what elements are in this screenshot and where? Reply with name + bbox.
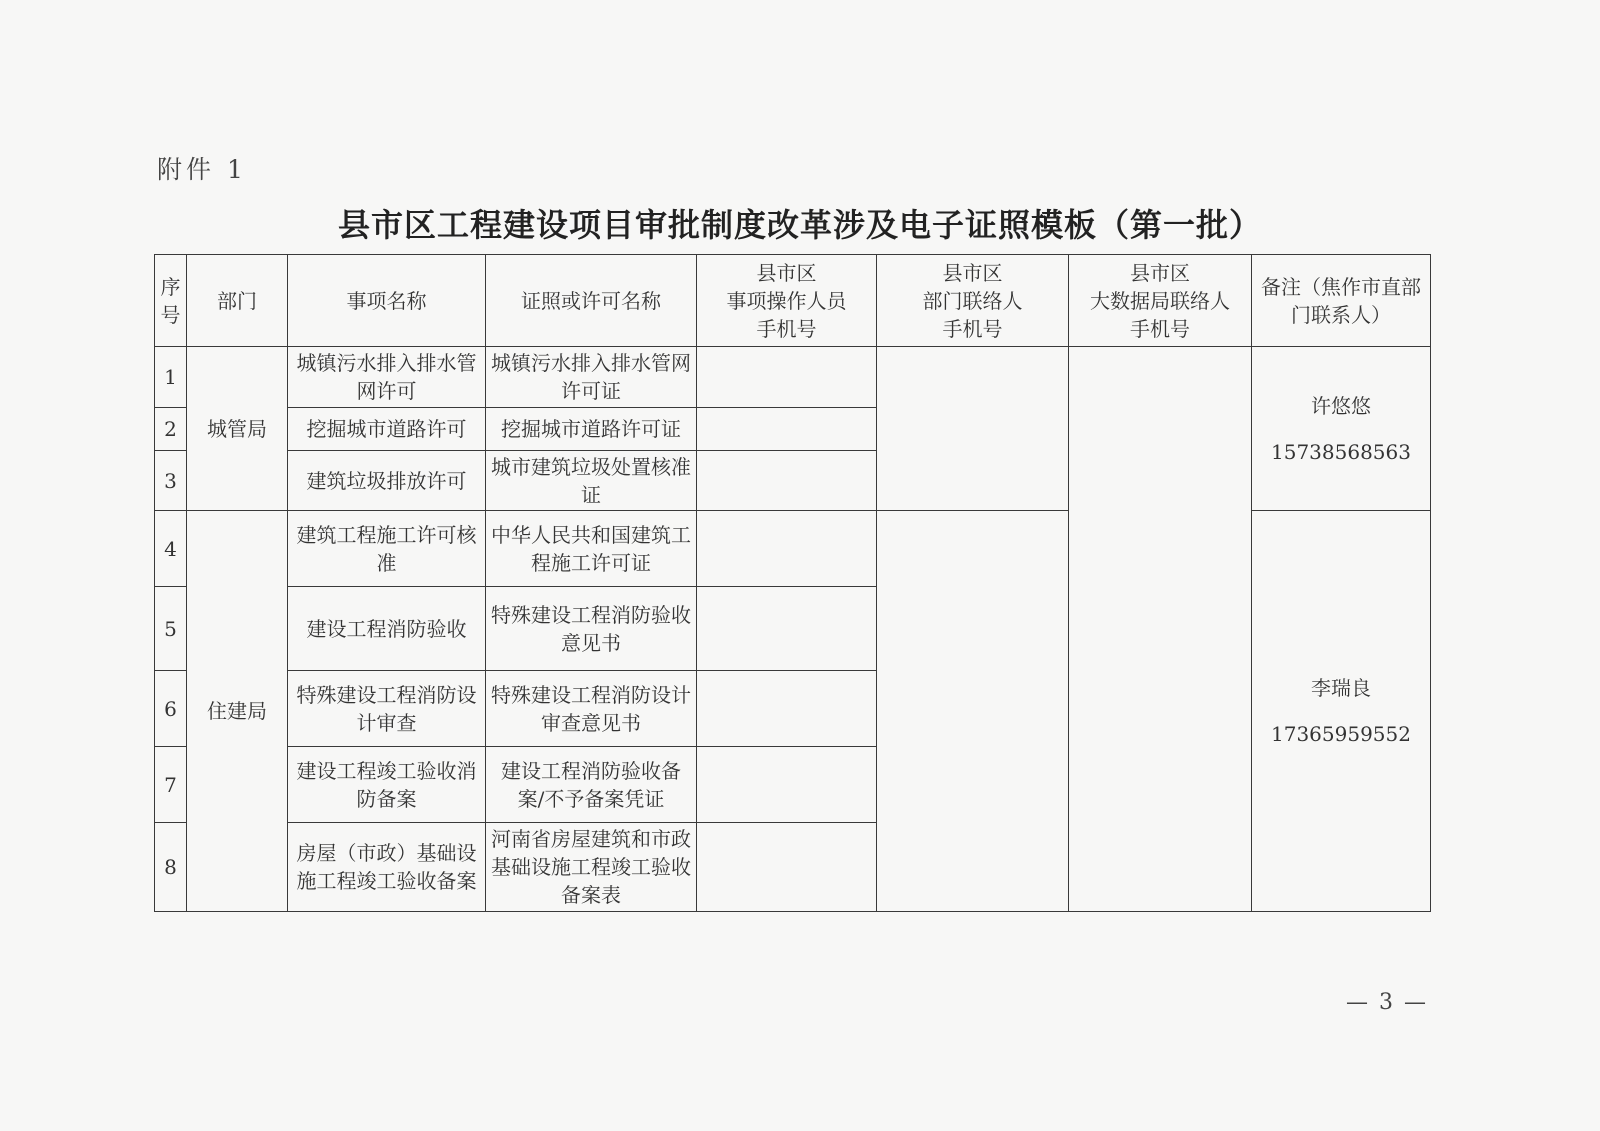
bigdata-contact-phone-cell bbox=[1069, 347, 1252, 912]
row-seq: 6 bbox=[155, 671, 187, 747]
license-template-table bbox=[154, 254, 1431, 912]
header-dept-contact-phone: 县市区 部门联络人 手机号 bbox=[877, 255, 1069, 347]
contact-name: 许悠悠 bbox=[1311, 393, 1371, 418]
row-seq: 7 bbox=[155, 747, 187, 823]
row-seq: 5 bbox=[155, 587, 187, 671]
item-name-cell: 特殊建设工程消防设计审查 bbox=[288, 671, 486, 747]
header-bigdata-contact-phone: 县市区 大数据局联络人 手机号 bbox=[1069, 255, 1252, 347]
row-seq: 4 bbox=[155, 511, 187, 587]
operator-phone-cell bbox=[697, 347, 877, 408]
row-seq: 8 bbox=[155, 823, 187, 912]
remark-cell bbox=[1252, 511, 1431, 912]
header-remark: 备注（焦作市直部门联系人） bbox=[1252, 255, 1431, 347]
remark-cell bbox=[1252, 347, 1431, 511]
license-name-cell: 中华人民共和国建筑工程施工许可证 bbox=[486, 511, 697, 587]
row-seq: 3 bbox=[155, 451, 187, 511]
page-number: — 3 — bbox=[1346, 990, 1428, 1015]
operator-phone-cell bbox=[697, 823, 877, 912]
item-name-cell: 建筑工程施工许可核准 bbox=[288, 511, 486, 587]
header-item-name: 事项名称 bbox=[288, 255, 486, 347]
attachment-label: 附件 1 bbox=[157, 155, 247, 184]
contact-phone: 15738568563 bbox=[1271, 439, 1411, 464]
operator-phone-cell bbox=[697, 408, 877, 451]
header-license-name: 证照或许可名称 bbox=[486, 255, 697, 347]
header-operator-phone: 县市区 事项操作人员 手机号 bbox=[697, 255, 877, 347]
operator-phone-cell bbox=[697, 671, 877, 747]
item-name-cell: 房屋（市政）基础设施工程竣工验收备案 bbox=[288, 823, 486, 912]
item-name-cell: 建设工程竣工验收消防备案 bbox=[288, 747, 486, 823]
license-name-cell: 建设工程消防验收备案/不予备案凭证 bbox=[486, 747, 697, 823]
license-name-cell: 特殊建设工程消防设计审查意见书 bbox=[486, 671, 697, 747]
operator-phone-cell bbox=[697, 511, 877, 587]
license-name-cell: 特殊建设工程消防验收意见书 bbox=[486, 587, 697, 671]
item-name-cell: 建筑垃圾排放许可 bbox=[288, 451, 486, 511]
contact-name: 李瑞良 bbox=[1311, 676, 1371, 700]
item-name-cell: 城镇污水排入排水管网许可 bbox=[288, 347, 486, 408]
row-seq: 1 bbox=[155, 347, 187, 408]
row-seq: 2 bbox=[155, 408, 187, 451]
dept-contact-phone-cell bbox=[877, 347, 1069, 511]
item-name-cell: 建设工程消防验收 bbox=[288, 587, 486, 671]
dept-cell: 城管局 bbox=[187, 347, 288, 511]
license-name-cell: 城镇污水排入排水管网许可证 bbox=[486, 347, 697, 408]
document-title: 县市区工程建设项目审批制度改革涉及电子证照模板（第一批） bbox=[337, 206, 1262, 244]
license-name-cell: 挖掘城市道路许可证 bbox=[486, 408, 697, 451]
table-row bbox=[155, 347, 1431, 408]
dept-cell: 住建局 bbox=[187, 511, 288, 912]
license-name-cell: 河南省房屋建筑和市政基础设施工程竣工验收备案表 bbox=[486, 823, 697, 912]
contact-phone: 17365959552 bbox=[1271, 722, 1411, 746]
operator-phone-cell bbox=[697, 747, 877, 823]
operator-phone-cell bbox=[697, 587, 877, 671]
license-name-cell: 城市建筑垃圾处置核准证 bbox=[486, 451, 697, 511]
header-seq: 序号 bbox=[155, 255, 187, 347]
dept-contact-phone-cell bbox=[877, 511, 1069, 912]
operator-phone-cell bbox=[697, 451, 877, 511]
table-header-row bbox=[155, 255, 1431, 347]
item-name-cell: 挖掘城市道路许可 bbox=[288, 408, 486, 451]
header-dept: 部门 bbox=[187, 255, 288, 347]
